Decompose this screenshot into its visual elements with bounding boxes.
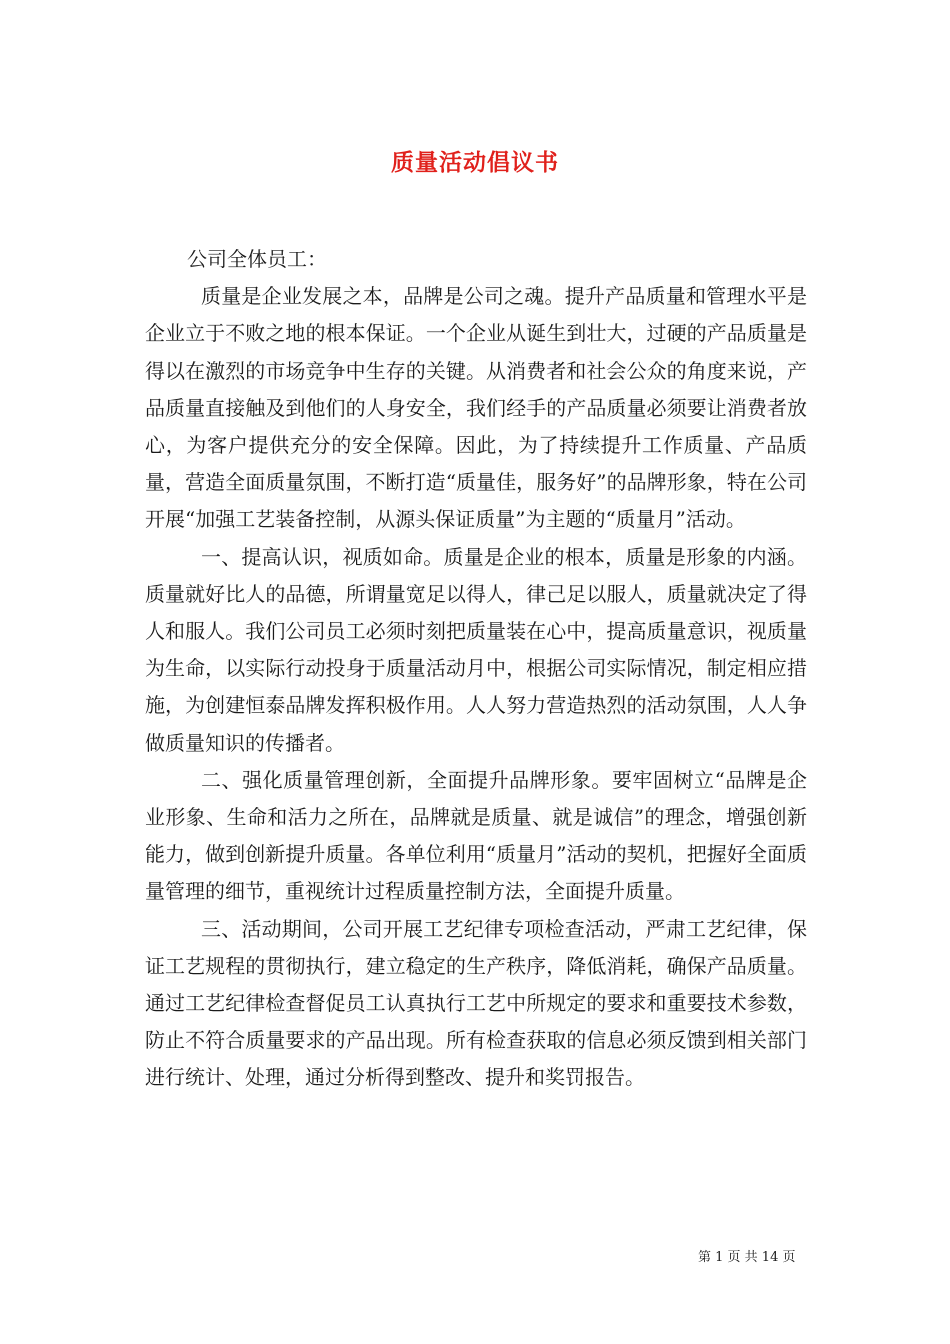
document-title: 质量活动倡议书: [391, 149, 559, 177]
document-body: [145, 241, 807, 1097]
paragraph-point-2: 二、强化质量管理创新，全面提升品牌形象。要牢固树立“品牌是企业形象、生命和活力之所在，品牌就是质量、就是诚信”的理念，增强创新能力，做到创新提升质量。各单位利用“质量月”活动的契机，把握好全面质量管理的细节，重视统计过程质量控制方法，全面提升质量。: [145, 767, 807, 904]
paragraph-intro: 质量是企业发展之本，品牌是公司之魂。提升产品质量和管理水平是企业立于不败之地的根本保证。一个企业从诞生到壮大，过硬的产品质量是得以在激烈的市场竞争中生存的关键。从消费者和社会公众的角度来说，产品质量直接触及到他们的人身安全，我们经手的产品质量必须要让消费者放心，为客户提供充分的安全保障。因此，为了持续提升工作质量、产品质量，营造全面质量氛围，不断打造“质量佳，服务好”的品牌形象，特在公司开展“加强工艺装备控制，从源头保证质量”为主题的“质量月”活动。: [145, 284, 807, 532]
paragraph-point-3: 三、活动期间，公司开展工艺纪律专项检查活动，严肃工艺纪律，保证工艺规程的贯彻执行，建立稳定的生产秩序，降低消耗，确保产品质量。通过工艺纪律检查督促员工认真执行工艺中所规定的要求和重要技术参数，防止不符合质量要求的产品出现。所有检查获取的信息必须反馈到相关部门进行统计、处理，通过分析得到整改、提升和奖罚报告。: [145, 916, 807, 1090]
salutation: 公司全体员工：: [187, 247, 327, 271]
page-number-footer: 第 1 页 共 14 页: [698, 1250, 796, 1265]
paragraph-point-1: 一、提高认识，视质如命。质量是企业的根本，质量是形象的内涵。质量就好比人的品德，所谓量宽足以得人，律己足以服人，质量就决定了得人和服人。我们公司员工必须时刻把质量装在心中，提高质量意识，视质量为生命，以实际行动投身于质量活动月中，根据公司实际情况，制定相应措施，为创建恒泰品牌发挥积极作用。人人努力营造热烈的活动氛围，人人争做质量知识的传播者。: [145, 544, 807, 755]
